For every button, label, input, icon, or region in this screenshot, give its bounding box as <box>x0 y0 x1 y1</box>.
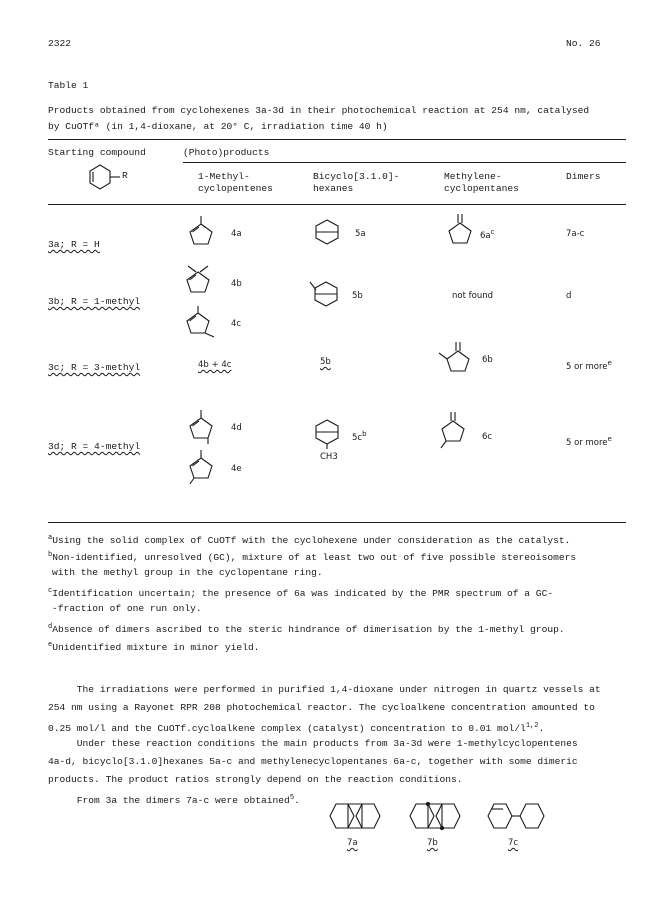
label-5b: 5b <box>352 291 363 301</box>
footnote-c-text: Identification uncertain; the presence of 6a was indicated by the PMR spectrum of a GC- <box>52 588 554 600</box>
photoproducts-rule <box>183 162 626 163</box>
dimer-label-7b <box>427 838 438 849</box>
body-line-3 <box>48 718 544 737</box>
footnote-b-cont: with the methyl group in the cyclopentane ring. <box>52 567 323 578</box>
footnote-e-mark: e <box>48 641 53 649</box>
footnote-d-text: Absence of dimers ascribed to the steric hindrance of dimerisation by the 1-methyl group. <box>52 624 565 636</box>
row-3c-bicyclo-text: 5b <box>320 357 331 367</box>
body-line-5: 4a-d, bicyclo[3.1.0]hexanes 5a-c and methylenecyclopentanes 6a-c, together with some dimeric <box>48 756 578 767</box>
row-3a-text: 3a; R = H <box>48 239 100 250</box>
label-5a: 5a <box>355 229 366 239</box>
footnote-b-mark: b <box>48 551 53 559</box>
row-3c-dimers-text: 5 or more <box>566 361 608 372</box>
label-4e: 4e <box>231 464 242 474</box>
label-5c <box>352 429 367 444</box>
footnote-e <box>48 639 259 654</box>
footnote-c-mark: c <box>48 587 53 595</box>
footnote-a-mark: a <box>48 534 53 542</box>
row-3d-dimers-sup: e <box>607 435 612 443</box>
body-line-3-sup: 1,2 <box>525 722 539 730</box>
footnote-e-text: Unidentified mixture in minor yield. <box>52 642 260 654</box>
label-5c-sup: b <box>362 430 367 438</box>
footnote-b-text: Non-identified, unresolved (GC), mixture of at least two out of five possible stereoisomers <box>52 552 577 564</box>
footnote-d-mark: d <box>48 623 53 631</box>
body-line-2: 254 nm using a Rayonet RPR 208 photochemical reactor. The cycloalkene concentration amounted to <box>48 702 595 713</box>
structure-6b-icon <box>436 340 480 378</box>
table-top-rule <box>48 139 626 140</box>
dimer-7a-structure-icon <box>322 800 394 834</box>
col-starting-compound: Starting compound <box>48 147 146 158</box>
body-line-7-sup: 5 <box>289 794 295 802</box>
structure-5a-icon <box>312 218 344 248</box>
sub-header-dimers: Dimers <box>566 171 601 182</box>
footnote-c-cont: -fraction of one run only. <box>52 603 202 614</box>
row-3b-methylene: not found <box>452 291 493 301</box>
footnote-a <box>48 532 570 547</box>
row-3b-text: 3b; R = 1-methyl <box>48 296 141 307</box>
structure-4c-icon <box>180 304 220 338</box>
dimer-label-7c <box>508 838 518 849</box>
sub-header-bicyclo-1: Bicyclo[3.1.0]- <box>313 171 400 182</box>
row-3d-start <box>48 441 140 453</box>
label-6c: 6c <box>482 432 493 442</box>
row-3c-dimers <box>566 358 612 373</box>
dimer-7b-structure-icon <box>402 800 474 834</box>
table-caption-line1: Products obtained from cyclohexenes 3a-3d in their photochemical reaction at 254 nm, catalysed <box>48 105 590 116</box>
row-3c-p1 <box>198 360 231 371</box>
structure-6a-icon <box>445 212 475 248</box>
sub-header-methylcyclopentenes-2: cyclopentenes <box>198 183 273 194</box>
row-3b-dimers: d <box>566 291 572 301</box>
sub-header-methylene-1: Methylene- <box>444 171 502 182</box>
dimer-7c-structure-icon <box>480 800 556 834</box>
label-6a-text: 6a <box>480 230 491 241</box>
label-4d: 4d <box>231 423 242 433</box>
label-4b: 4b <box>231 279 242 289</box>
label-6b: 6b <box>482 355 493 365</box>
col-photoproducts: (Photo)products <box>183 147 270 158</box>
label-4c: 4c <box>231 319 242 329</box>
table-label: Table 1 <box>48 80 89 91</box>
dimer-label-7b-text: 7b <box>427 838 438 848</box>
structure-4e-icon <box>186 448 220 484</box>
footnote-b <box>48 549 576 564</box>
header-bottom-rule <box>48 204 626 205</box>
body-line-4: Under these reaction conditions the main products from 3a-3d were 1-methylcyclopentenes <box>48 738 578 749</box>
table-bottom-rule <box>48 522 626 523</box>
row-3b-start <box>48 296 140 308</box>
body-line-6: products. The product ratios strongly depend on the reaction conditions. <box>48 774 463 785</box>
footnote-d <box>48 621 565 636</box>
structure-5b-icon <box>306 278 346 312</box>
page-number: 2322 <box>48 38 72 49</box>
body-line-7-end: . <box>294 795 300 807</box>
footnote-c <box>48 585 553 600</box>
sub-header-methylene-2: cyclopentanes <box>444 183 519 194</box>
row-3c-start <box>48 362 140 374</box>
body-line-7-text: From 3a the dimers 7a-c were obtained <box>48 795 290 807</box>
row-3d-text: 3d; R = 4-methyl <box>48 441 141 452</box>
table-caption-line2: by CuOTfᵃ (in 1,4-dioxane, at 20° C, irradiation time 40 h) <box>48 121 388 132</box>
label-6a <box>480 227 494 242</box>
sub-header-methylcyclopentenes-1: 1-Methyl- <box>198 171 250 182</box>
row-3c-text: 3c; R = 3-methyl <box>48 362 141 373</box>
row-3c-p1-text: 4b + 4c <box>198 360 232 370</box>
structure-4b-icon <box>180 262 220 298</box>
structure-4a-icon <box>186 214 216 248</box>
footnote-a-text: Using the solid complex of CuOTf with the cyclohexene under consideration as the catalyst. <box>52 535 571 547</box>
row-3d-dimers <box>566 434 612 449</box>
structure-r-label: R <box>122 170 128 181</box>
row-3d-dimers-text: 5 or more <box>566 437 608 448</box>
row-3a-dimers: 7a-c <box>566 229 585 239</box>
structure-5c-icon <box>310 418 346 450</box>
label-5c-ch3: CH3 <box>320 452 338 462</box>
structure-4d-icon <box>186 408 220 444</box>
cyclohexene-structure-icon <box>88 163 148 193</box>
structure-6c-icon <box>438 410 474 452</box>
dimer-label-7c-text: 7c <box>508 838 519 848</box>
body-line-3-text: 0.25 mol/l and the CuOTf.cycloalkene complex (catalyst) concentration to 0.01 mol/l <box>48 723 526 735</box>
label-6a-sup: c <box>490 228 495 236</box>
issue-number: No. 26 <box>566 38 601 49</box>
body-line-1: The irradiations were performed in purified 1,4-dioxane under nitrogen in quartz vessels at <box>48 684 601 695</box>
sub-header-bicyclo-2: hexanes <box>313 183 354 194</box>
row-3a-start <box>48 239 100 251</box>
row-3c-dimers-sup: e <box>607 359 612 367</box>
body-line-3-end: . <box>538 723 545 735</box>
dimer-label-7a <box>347 838 358 849</box>
label-5c-text: 5c <box>352 432 363 443</box>
body-line-7 <box>48 790 300 809</box>
row-3c-bicyclo <box>320 357 331 368</box>
label-4a: 4a <box>231 229 242 239</box>
dimer-label-7a-text: 7a <box>347 838 358 848</box>
